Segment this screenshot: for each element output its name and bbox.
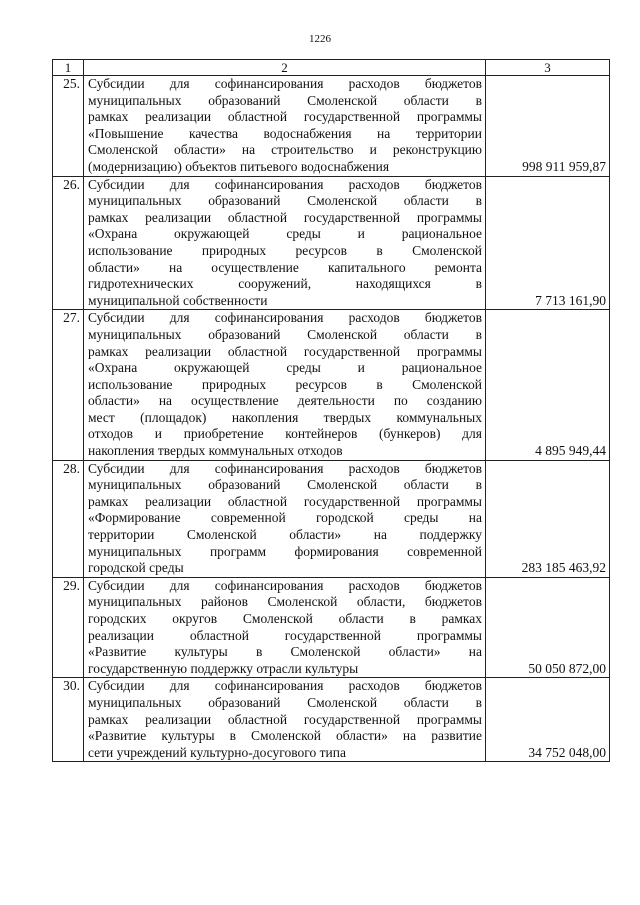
description-line: Субсидии для софинансирования расходов бюджетов [88, 577, 482, 593]
description-line: рамках реализации областной государственной программы [88, 493, 482, 509]
description-line: Субсидии для софинансирования расходов бюджетов [88, 460, 482, 476]
column-header-3: 3 [486, 60, 610, 76]
subsidy-description [84, 76, 486, 177]
description-line: рамках реализации областной государственной программы [88, 209, 482, 225]
subsidy-amount: 998 911 959,87 [486, 76, 610, 177]
description-line: сети учреждений культурно-досугового типа [88, 744, 346, 760]
description-line: «Развитие культуры в Смоленской области» на развитие [88, 728, 482, 744]
table-row [53, 678, 610, 762]
description-line: Смоленской области» на строительство и реконструкцию [88, 142, 482, 158]
table-header-row [53, 60, 610, 76]
table-row [53, 577, 610, 678]
subsidy-description [84, 310, 486, 460]
description-line: муниципальных образований Смоленской области в [88, 477, 482, 493]
row-number: 28. [53, 460, 84, 577]
subsidy-amount: 7 713 161,90 [486, 176, 610, 310]
subsidy-description [84, 460, 486, 577]
description-line: муниципальных образований Смоленской области в [88, 694, 482, 710]
subsidies-table [52, 59, 610, 762]
description-line: муниципальных образований Смоленской области в [88, 193, 482, 209]
description-line: Субсидии для софинансирования расходов бюджетов [88, 76, 482, 91]
row-number: 27. [53, 310, 84, 460]
description-line: рамках реализации областной государственной программы [88, 711, 482, 727]
description-line: области» на осуществление капитального ремонта [88, 259, 482, 275]
subsidy-description [84, 678, 486, 762]
table-row [53, 76, 610, 177]
description-line: муниципальных районов Смоленской области, бюджетов [88, 594, 482, 610]
description-line: территории Смоленской области» на поддержку [88, 527, 482, 543]
row-number: 30. [53, 678, 84, 762]
description-line: мест (площадок) накопления твердых коммунальных [88, 409, 482, 425]
description-line: «Охрана окружающей среды и рациональное [88, 360, 482, 376]
description-line: использование природных ресурсов в Смоленской [88, 242, 482, 258]
description-line: городских округов Смоленской области в рамках [88, 611, 482, 626]
row-number: 25. [53, 76, 84, 177]
description-line: использование природных ресурсов в Смоленской [88, 376, 482, 392]
table-row [53, 310, 610, 460]
description-line: муниципальных образований Смоленской области в [88, 326, 482, 342]
description-line: гидротехнических сооружений, находящихся в [88, 276, 482, 292]
subsidy-description [84, 577, 486, 678]
column-header-1: 1 [53, 60, 84, 76]
description-line: Субсидии для софинансирования расходов бюджетов [88, 678, 482, 694]
subsidy-amount: 4 895 949,44 [486, 310, 610, 460]
description-line: «Охрана окружающей среды и рациональное [88, 226, 482, 242]
description-line: Субсидии для софинансирования расходов бюджетов [88, 176, 482, 192]
description-line: муниципальных программ формирования современной [88, 543, 482, 559]
description-line: отходов и приобретение контейнеров (бункеров) для [88, 426, 482, 442]
table-row [53, 460, 610, 577]
column-header-2: 2 [84, 60, 486, 76]
table-row [53, 176, 610, 310]
description-line: государственную поддержку отрасли культуры [88, 660, 359, 676]
row-number: 29. [53, 577, 84, 678]
description-line: муниципальной собственности [88, 292, 268, 308]
description-line: «Формирование современной городской среды на [88, 510, 482, 526]
subsidy-amount: 283 185 463,92 [486, 460, 610, 577]
description-line: городской среды [88, 560, 184, 576]
subsidy-amount: 34 752 048,00 [486, 678, 610, 762]
subsidy-amount: 50 050 872,00 [486, 577, 610, 678]
description-line: «Повышение качества водоснабжения на территории [88, 125, 482, 141]
description-line: реализации областной государственной программы [88, 627, 482, 643]
page-number: 1226 [309, 33, 331, 45]
subsidy-description [84, 176, 486, 310]
description-line: «Развитие культуры в Смоленской области» на [88, 644, 482, 660]
description-line: муниципальных образований Смоленской области в [88, 92, 482, 108]
description-line: Субсидии для софинансирования расходов бюджетов [88, 310, 482, 326]
description-line: рамках реализации областной государственной программы [88, 109, 482, 125]
row-number: 26. [53, 176, 84, 310]
description-line: (модернизацию) объектов питьевого водоснабжения [88, 158, 390, 174]
description-line: области» на осуществление деятельности по созданию [88, 393, 482, 409]
description-line: накопления твердых коммунальных отходов [88, 443, 343, 459]
description-line: рамках реализации областной государственной программы [88, 343, 482, 359]
